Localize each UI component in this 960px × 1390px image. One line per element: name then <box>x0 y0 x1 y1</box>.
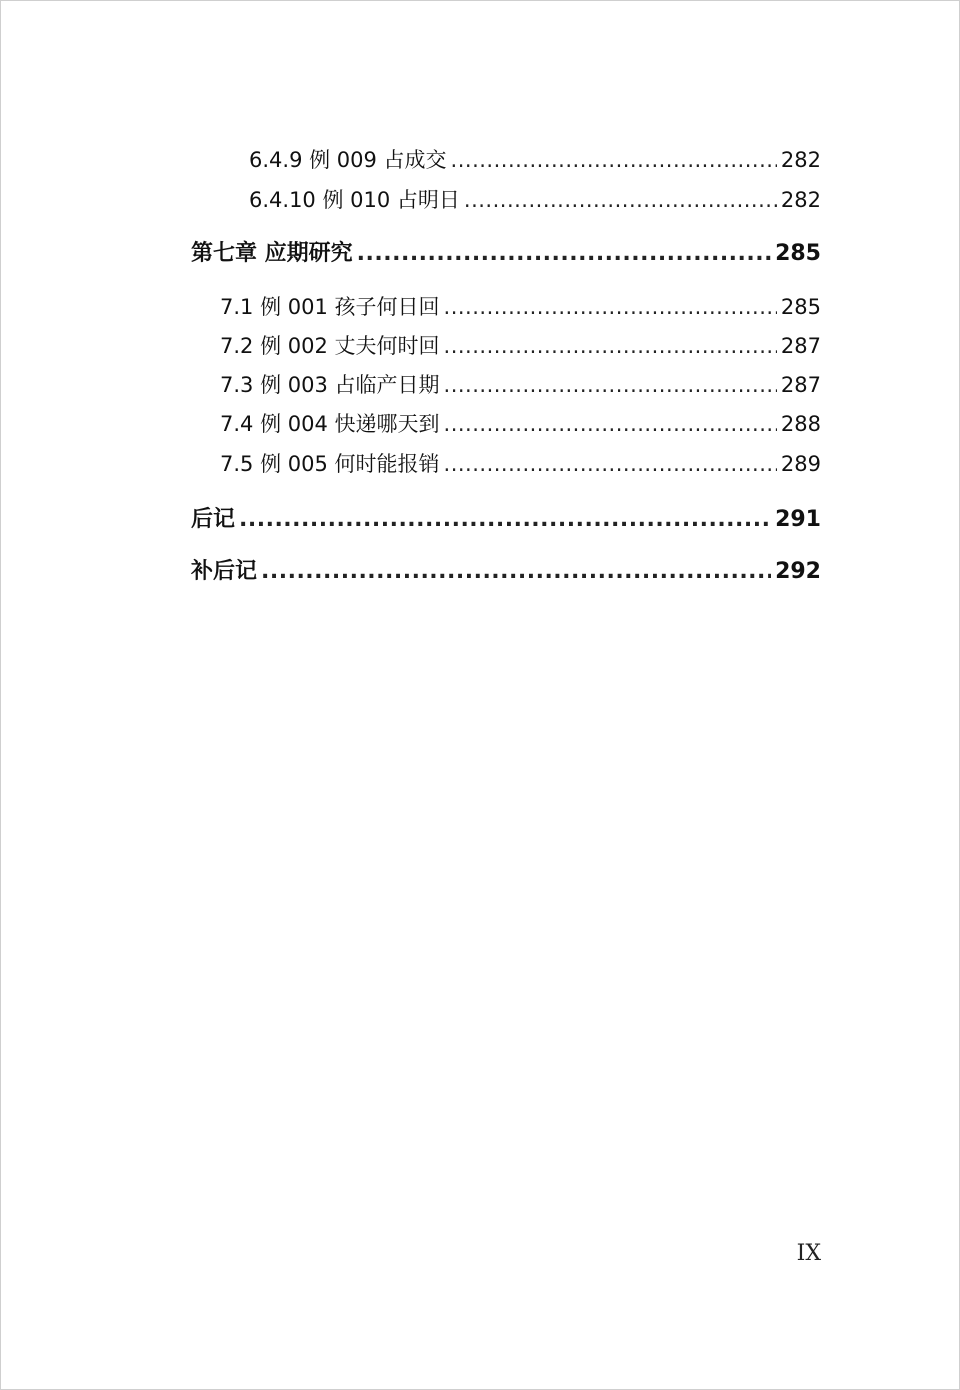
dot-leader <box>239 507 771 532</box>
toc-entry-title: 7.4 例 004 快递哪天到 <box>220 412 440 436</box>
toc-entry-title: 7.2 例 002 丈夫何时回 <box>220 334 440 358</box>
toc-entry-title: 补后记 <box>191 559 258 584</box>
toc-entry[interactable] <box>220 448 821 478</box>
dot-leader <box>464 188 777 212</box>
toc-entry[interactable] <box>220 408 821 438</box>
toc-chapter-entry[interactable] <box>191 236 821 267</box>
page-number: IX <box>796 1241 821 1266</box>
toc-entry[interactable] <box>220 369 821 399</box>
toc-entry-page: 289 <box>780 452 821 476</box>
toc-entry-page: 285 <box>775 241 821 266</box>
toc-entry-page: 282 <box>780 148 821 172</box>
toc-entry[interactable] <box>220 291 821 321</box>
dot-leader <box>444 452 777 476</box>
toc-entry-page: 291 <box>775 507 821 532</box>
toc-entry-page: 285 <box>780 295 821 319</box>
dot-leader <box>444 373 777 397</box>
dot-leader <box>357 241 771 266</box>
toc-entry[interactable] <box>249 144 821 174</box>
toc-chapter-entry[interactable] <box>191 502 821 533</box>
toc-entry-title: 7.1 例 001 孩子何日回 <box>220 295 440 319</box>
dot-leader <box>444 334 777 358</box>
toc-entry-title: 7.3 例 003 占临产日期 <box>220 373 440 397</box>
toc-entry-title: 6.4.9 例 009 占成交 <box>249 148 447 172</box>
dot-leader <box>451 148 777 172</box>
toc-entry-title: 7.5 例 005 何时能报销 <box>220 452 440 476</box>
toc-chapter-entry[interactable] <box>191 554 821 585</box>
toc-entry-page: 288 <box>780 412 821 436</box>
toc-entry-page: 292 <box>775 559 821 584</box>
toc-entry-title: 6.4.10 例 010 占明日 <box>249 188 460 212</box>
dot-leader <box>444 412 777 436</box>
toc-entry-page: 287 <box>780 373 821 397</box>
dot-leader <box>261 559 771 584</box>
toc-entry-title: 第七章 应期研究 <box>191 241 353 266</box>
toc-entry-title: 后记 <box>191 507 236 532</box>
dot-leader <box>444 295 777 319</box>
toc-entry-page: 282 <box>780 188 821 212</box>
toc-entry[interactable] <box>220 330 821 360</box>
toc-entry-page: 287 <box>780 334 821 358</box>
toc-entry[interactable] <box>249 184 821 214</box>
